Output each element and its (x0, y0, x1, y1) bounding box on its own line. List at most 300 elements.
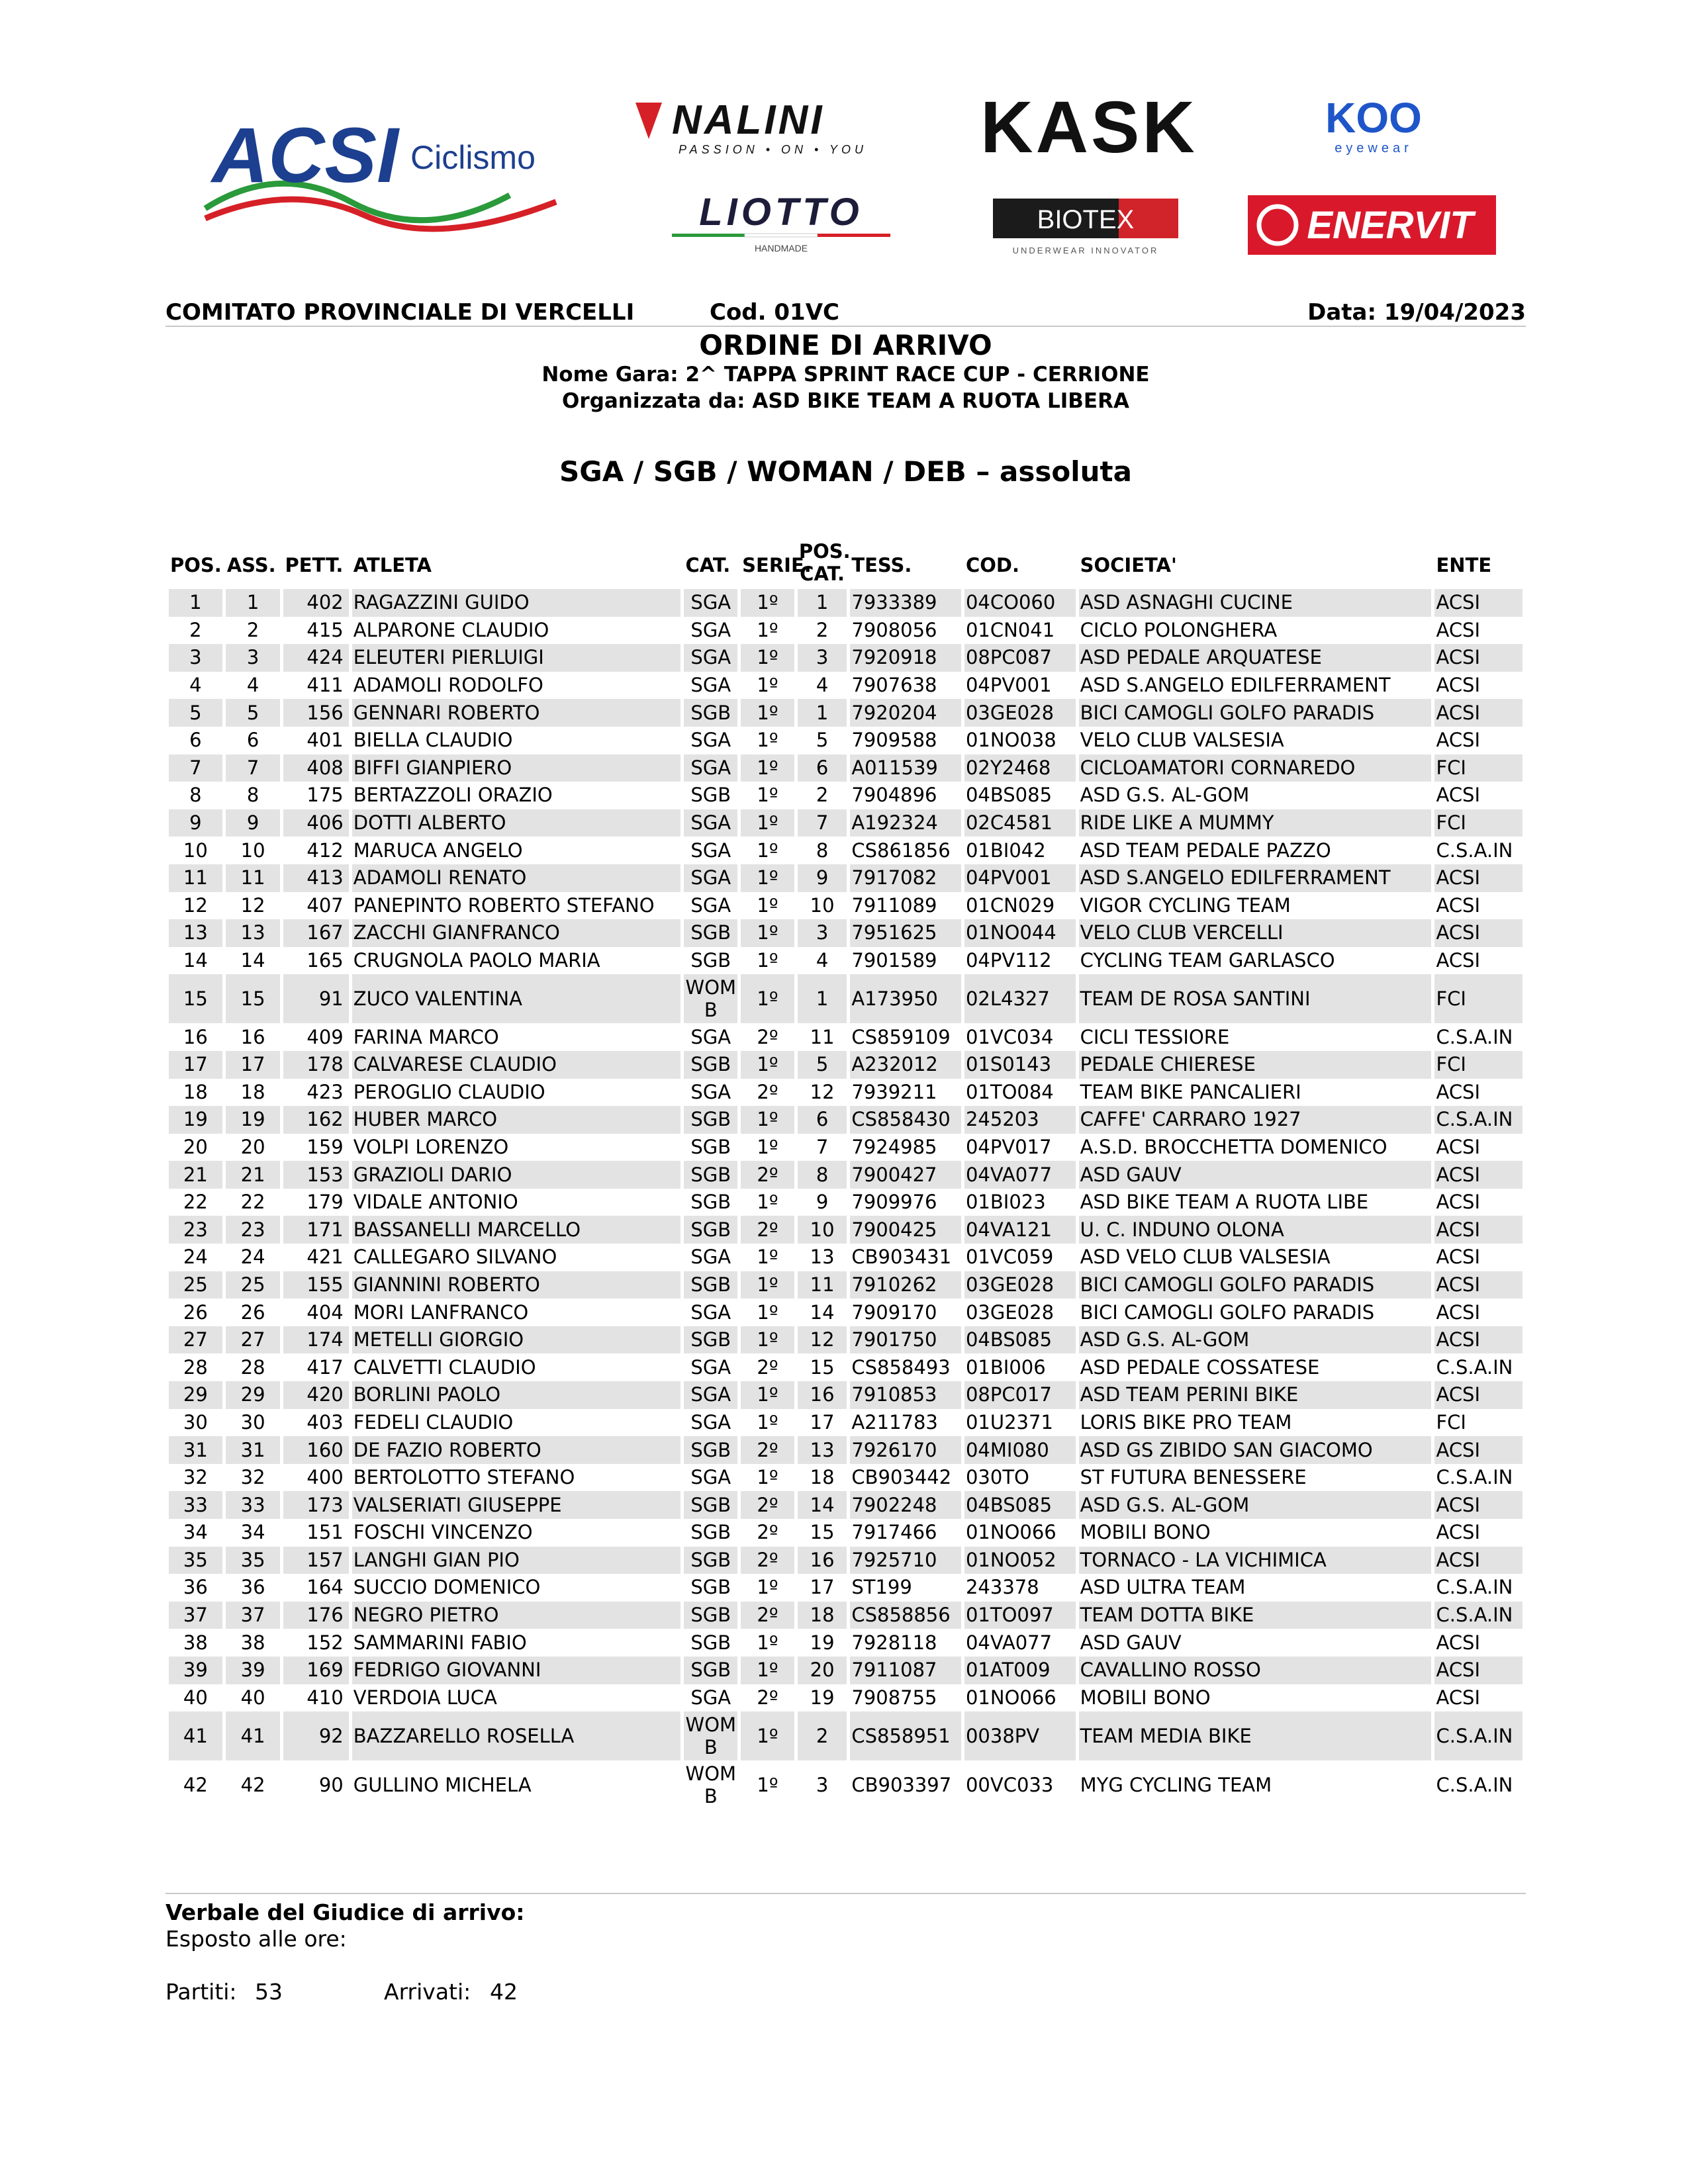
cell-pos: 20 (183, 1135, 208, 1158)
cell-atleta: VIDALE ANTONIO (353, 1191, 518, 1214)
cell-pos: 3 (169, 644, 222, 672)
cell-ass: 20 (240, 1135, 265, 1158)
cell-ass: 41 (226, 1711, 281, 1760)
cell-atleta: DE FAZIO ROBERTO (352, 1436, 681, 1464)
cell-serie: 2º (757, 1080, 778, 1103)
cell-pos: 14 (183, 949, 208, 972)
cell-cod: 01VC034 (965, 1025, 1054, 1048)
cell-serie: 1º (757, 839, 778, 862)
cell-tess: 7933389 (850, 589, 961, 617)
cell-societa: ASD GS ZIBIDO SAN GIACOMO (1079, 1436, 1432, 1464)
cell-pett: 165 (306, 949, 344, 972)
cell-pos-cat: 1 (798, 974, 847, 1023)
liotto-handmade-text: HANDMADE (754, 243, 808, 253)
cell-cat: SGB (684, 1216, 737, 1244)
cell-societa: LORIS BIKE PRO TEAM (1080, 1410, 1292, 1433)
cell-serie: 1º (741, 1326, 794, 1354)
cell-tess: 7902248 (850, 1491, 961, 1519)
verbale-label: Verbale del Giudice di arrivo: (165, 1899, 525, 1925)
cell-pett: 420 (283, 1381, 348, 1409)
cell-pos-cat: 4 (816, 949, 829, 972)
nalini-logo (632, 93, 930, 159)
cell-serie: 1º (757, 1466, 778, 1489)
cell-cod: 01NO052 (964, 1547, 1076, 1574)
cell-tess: 7904896 (851, 784, 937, 807)
cell-ente: ACSI (1436, 1191, 1481, 1214)
table-row (169, 1657, 1523, 1684)
cell-serie: 1º (741, 864, 794, 892)
table-row (169, 1409, 1523, 1437)
koo-eyewear-logo (1307, 93, 1440, 159)
cell-cod: 01NO066 (965, 1686, 1056, 1709)
cell-ente: FCI (1434, 754, 1523, 782)
cell-pett: 178 (283, 1051, 348, 1079)
cell-atleta: DOTTI ALBERTO (352, 809, 681, 837)
cell-ente: C.S.A.IN (1436, 1355, 1513, 1379)
cell-serie: 2º (741, 1491, 794, 1519)
cell-tess: 7920204 (850, 699, 961, 727)
cell-cat: SGB (684, 1436, 737, 1464)
cell-serie: 1º (757, 1135, 778, 1158)
table-row (169, 1519, 1523, 1547)
cell-pett: 174 (283, 1326, 348, 1354)
ciclismo-wordmark: Ciclismo (410, 139, 536, 176)
cell-tess: 7908755 (851, 1686, 937, 1709)
cell-tess: 7908056 (851, 618, 937, 641)
cell-tess: 7924985 (851, 1135, 937, 1158)
table-row (169, 1189, 1523, 1216)
cell-tess: A192324 (850, 809, 961, 837)
cell-serie: 2º (757, 1025, 778, 1048)
cell-atleta: BIFFI GIANPIERO (352, 754, 681, 782)
table-row (169, 1353, 1523, 1381)
cell-pett: 417 (306, 1355, 344, 1379)
cell-pett: 408 (283, 754, 348, 782)
cell-ente: C.S.A.IN (1434, 1602, 1523, 1629)
cell-pett: 424 (283, 644, 348, 672)
col-header-ente: ENTE (1436, 554, 1492, 576)
arrivati-value: 42 (490, 1979, 518, 2005)
cell-pett: 173 (283, 1491, 348, 1519)
cell-pos: 34 (183, 1521, 208, 1544)
cell-societa: U. C. INDUNO OLONA (1079, 1216, 1432, 1244)
cell-societa: TEAM DE ROSA SANTINI (1079, 974, 1432, 1023)
cell-pos: 12 (183, 893, 208, 917)
cell-tess: 7926170 (850, 1436, 961, 1464)
cell-societa: TORNACO - LA VICHIMICA (1079, 1547, 1432, 1574)
cell-atleta: FARINA MARCO (353, 1025, 499, 1048)
cell-pos-cat: 18 (798, 1602, 847, 1629)
partiti-value: 53 (255, 1979, 283, 2005)
cell-atleta: GENNARI ROBERTO (352, 699, 681, 727)
cell-societa: ASD VELO CLUB VALSESIA (1080, 1246, 1331, 1269)
cell-pos: 8 (189, 784, 202, 807)
cell-ass: 38 (240, 1631, 265, 1654)
cell-atleta: HUBER MARCO (352, 1106, 681, 1134)
cell-ass: 2 (246, 618, 259, 641)
cell-tess: A211783 (851, 1410, 938, 1433)
cell-pos-cat: 16 (798, 1381, 847, 1409)
cell-atleta: CALVETTI CLAUDIO (353, 1355, 536, 1379)
table-row (169, 809, 1523, 837)
cell-ass: 39 (226, 1657, 281, 1684)
liotto-green-stripe (672, 234, 745, 237)
cell-ente: ACSI (1436, 674, 1481, 697)
cell-cod: 01NO044 (964, 919, 1076, 947)
cell-ente: ACSI (1436, 949, 1481, 972)
cell-pos: 9 (169, 809, 222, 837)
cell-societa: BICI CAMOGLI GOLFO PARADIS (1079, 699, 1432, 727)
cell-ass: 34 (240, 1521, 265, 1544)
cell-cat: SGA (690, 1080, 731, 1103)
table-row (169, 974, 1523, 1023)
cell-ass: 10 (240, 839, 265, 862)
col-header-pos: POS. (170, 554, 222, 576)
cell-serie: 1º (741, 1106, 794, 1134)
cell-atleta: BIELLA CLAUDIO (353, 729, 513, 752)
cell-atleta: ADAMOLI RODOLFO (353, 674, 543, 697)
cell-atleta: BASSANELLI MARCELLO (352, 1216, 681, 1244)
cell-serie: 1º (741, 1711, 794, 1760)
cell-societa: CICLOAMATORI CORNAREDO (1079, 754, 1432, 782)
cell-ass: 11 (226, 864, 281, 892)
col-header-pett: PETT. (285, 554, 344, 576)
col-header-ass: ASS. (226, 554, 276, 576)
cell-atleta: VOLPI LORENZO (353, 1135, 509, 1158)
cell-ente: ACSI (1436, 1300, 1481, 1324)
cell-cat: WOM B (684, 974, 737, 1023)
cell-pos: 28 (183, 1355, 208, 1379)
cell-atleta: FEDELI CLAUDIO (353, 1410, 514, 1433)
cell-pos: 40 (183, 1686, 208, 1709)
cell-pos-cat: 2 (798, 1711, 847, 1760)
cell-ass: 23 (226, 1216, 281, 1244)
table-row (169, 1244, 1523, 1271)
cell-cat: SGA (690, 674, 731, 697)
cell-cod: 04VA121 (964, 1216, 1076, 1244)
cell-cat: SGB (690, 1521, 731, 1544)
cell-atleta: VALSERIATI GIUSEPPE (352, 1491, 681, 1519)
cell-serie: 1º (757, 729, 778, 752)
cell-pos-cat: 6 (798, 1106, 847, 1134)
cell-ente: ACSI (1434, 1657, 1523, 1684)
cell-cod: 01AT009 (964, 1657, 1076, 1684)
table-row (169, 1602, 1523, 1629)
table-row (169, 1161, 1523, 1189)
cell-atleta: FEDRIGO GIOVANNI (352, 1657, 681, 1684)
cell-cat: SGB (684, 1106, 737, 1134)
cell-ass: 19 (226, 1106, 281, 1134)
cell-pett: 423 (306, 1080, 344, 1103)
cell-pett: 156 (283, 699, 348, 727)
cell-ass: 36 (240, 1576, 265, 1599)
cell-societa: ST FUTURA BENESSERE (1080, 1466, 1307, 1489)
cell-pos-cat: 18 (810, 1466, 835, 1489)
cell-cod: 04VA077 (964, 1161, 1076, 1189)
cell-pos: 35 (169, 1547, 222, 1574)
cell-cod: 01CN041 (965, 618, 1055, 641)
cell-cat: SGB (684, 1271, 737, 1299)
cell-cat: SGA (690, 1300, 731, 1324)
cell-tess: CS858856 (850, 1602, 961, 1629)
cell-pett: 403 (306, 1410, 344, 1433)
cell-atleta: ALPARONE CLAUDIO (353, 618, 549, 641)
cell-ente: C.S.A.IN (1436, 839, 1513, 862)
cell-serie: 1º (757, 784, 778, 807)
cell-pett: 402 (283, 589, 348, 617)
cell-pos: 42 (183, 1773, 208, 1796)
cell-societa: ASD GAUV (1080, 1631, 1182, 1654)
table-row (169, 782, 1523, 809)
cell-ente: FCI (1434, 1051, 1523, 1079)
cell-societa: A.S.D. BROCCHETTA DOMENICO (1080, 1135, 1387, 1158)
race-name: Nome Gara: 2^ TAPPA SPRINT RACE CUP - CERRIONE (541, 363, 1150, 387)
cell-serie: 2º (757, 1355, 778, 1379)
cell-pos-cat: 6 (798, 754, 847, 782)
table-row (169, 699, 1523, 727)
cell-pos: 39 (169, 1657, 222, 1684)
cell-pett: 159 (306, 1135, 344, 1158)
cell-societa: CICLI TESSIORE (1080, 1025, 1230, 1048)
cell-tess: CB903442 (851, 1466, 952, 1489)
table-row (169, 837, 1523, 864)
cell-pett: 160 (283, 1436, 348, 1464)
cell-cat: SGA (690, 1686, 731, 1709)
cell-pett: 401 (306, 729, 344, 752)
cell-cod: 01TO084 (965, 1080, 1054, 1103)
cell-serie: 2º (741, 1216, 794, 1244)
cell-tess: 7901750 (850, 1326, 961, 1354)
cell-societa: TEAM DOTTA BIKE (1079, 1602, 1432, 1629)
cell-cod: 02C4581 (964, 809, 1076, 837)
cell-societa: ASD G.S. AL-GOM (1079, 1491, 1432, 1519)
col-header-serie: SERIE. (742, 554, 812, 576)
liotto-logo (652, 189, 910, 261)
cell-pett: 157 (283, 1547, 348, 1574)
cell-pos-cat: 17 (810, 1576, 835, 1599)
cell-ass: 29 (226, 1381, 281, 1409)
cell-pett: 415 (306, 618, 344, 641)
cell-pos: 16 (183, 1025, 208, 1048)
cell-ass: 27 (226, 1326, 281, 1354)
cell-cat: SGB (684, 1326, 737, 1354)
cell-ass: 31 (226, 1436, 281, 1464)
table-header-row (169, 529, 1523, 589)
cell-ente: ACSI (1436, 1631, 1481, 1654)
cell-cod: 01BI042 (965, 839, 1046, 862)
cell-pett: 152 (306, 1631, 344, 1654)
cell-serie: 1º (741, 644, 794, 672)
cell-ass: 32 (240, 1466, 265, 1489)
cell-pos: 29 (169, 1381, 222, 1409)
cell-ass: 24 (240, 1246, 265, 1269)
cell-ass: 26 (240, 1300, 265, 1324)
cell-pett: 400 (306, 1466, 344, 1489)
cell-pett: 155 (283, 1271, 348, 1299)
cell-pos: 15 (169, 974, 222, 1023)
cell-serie: 1º (757, 1773, 778, 1796)
cell-cod: 01BI006 (965, 1355, 1046, 1379)
cell-societa: ASD PEDALE ARQUATESE (1079, 644, 1432, 672)
cell-pos: 30 (183, 1410, 208, 1433)
cell-ente: ACSI (1434, 919, 1523, 947)
partiti-label: Partiti: (165, 1979, 237, 2005)
cell-pos: 26 (183, 1300, 208, 1324)
acsi-ciclismo-logo (199, 109, 569, 235)
table-row (169, 864, 1523, 892)
cell-pett: 162 (283, 1106, 348, 1134)
cell-cat: SGA (690, 1246, 731, 1269)
cell-ente: ACSI (1436, 1080, 1481, 1103)
table-row (169, 1134, 1523, 1161)
cell-ente: ACSI (1434, 1326, 1523, 1354)
cell-pos-cat: 17 (810, 1410, 835, 1433)
footer-divider (165, 1893, 1526, 1894)
cell-pett: 175 (306, 784, 344, 807)
table-row (169, 1464, 1523, 1492)
cell-serie: 1º (741, 1657, 794, 1684)
cell-societa: ASD G.S. AL-GOM (1079, 1326, 1432, 1354)
cell-pos-cat: 8 (816, 839, 829, 862)
cell-societa: RIDE LIKE A MUMMY (1079, 809, 1432, 837)
cell-ente: ACSI (1434, 864, 1523, 892)
cell-pett: 91 (283, 974, 348, 1023)
cell-cod: 01NO038 (965, 729, 1056, 752)
cell-pos: 10 (183, 839, 208, 862)
cell-pos-cat: 2 (816, 784, 829, 807)
cell-ente: ACSI (1436, 1686, 1481, 1709)
cell-tess: 7928118 (851, 1631, 937, 1654)
cell-ente: ACSI (1436, 1246, 1481, 1269)
cell-pos-cat: 8 (798, 1161, 847, 1189)
col-header-cat: CAT. (685, 554, 731, 576)
cell-pos: 23 (169, 1216, 222, 1244)
cell-societa: MOBILI BONO (1080, 1686, 1211, 1709)
cell-pos: 24 (183, 1246, 208, 1269)
race-organizer: Organizzata da: ASD BIKE TEAM A RUOTA LIBERA (562, 389, 1129, 413)
cell-societa: CICLO POLONGHERA (1080, 618, 1278, 641)
cell-ass: 3 (226, 644, 281, 672)
cell-pos: 6 (189, 729, 202, 752)
cell-tess: 7911089 (851, 893, 937, 917)
cell-pos: 1 (169, 589, 222, 617)
cell-ass: 40 (240, 1686, 265, 1709)
cell-societa: ASD S.ANGELO EDILFERRAMENT (1080, 674, 1391, 697)
cell-tess: 7920918 (850, 644, 961, 672)
cell-tess: 7917082 (850, 864, 961, 892)
cell-pett: 176 (283, 1602, 348, 1629)
cell-pos-cat: 10 (798, 1216, 847, 1244)
document-date: Data: 19/04/2023 (1307, 299, 1526, 326)
cell-ente: ACSI (1436, 1135, 1481, 1158)
arrivati-label: Arrivati: (384, 1979, 471, 2005)
cell-tess: CS861856 (851, 839, 951, 862)
cell-pos-cat: 4 (816, 674, 829, 697)
cell-cat: SGA (690, 1025, 731, 1048)
cell-cat: SGA (684, 809, 737, 837)
cell-cod: 04BS085 (965, 784, 1053, 807)
cell-pett: 409 (306, 1025, 344, 1048)
cell-pos: 27 (169, 1326, 222, 1354)
cell-cod: 01BI023 (965, 1191, 1046, 1214)
cell-tess: 7907638 (851, 674, 937, 697)
cell-ass: 37 (226, 1602, 281, 1629)
cell-ente: C.S.A.IN (1436, 1025, 1513, 1048)
category-title: SGA / SGB / WOMAN / DEB – assoluta (559, 455, 1132, 488)
cell-pos-cat: 1 (798, 589, 847, 617)
cell-pos-cat: 7 (816, 1135, 829, 1158)
cell-ass: 7 (226, 754, 281, 782)
cell-ass: 8 (246, 784, 259, 807)
cell-cod: 04PV001 (964, 864, 1076, 892)
cell-ass: 14 (240, 949, 265, 972)
table-row (169, 1547, 1523, 1574)
cell-ente: ACSI (1436, 784, 1481, 807)
cell-serie: 1º (757, 949, 778, 972)
cell-cod: 04PV112 (965, 949, 1052, 972)
table-row (169, 892, 1523, 920)
cell-pos-cat: 9 (798, 864, 847, 892)
cell-pos: 18 (183, 1080, 208, 1103)
cell-pett: 411 (306, 674, 344, 697)
cell-pos-cat: 15 (810, 1521, 835, 1544)
cell-societa: ASD BIKE TEAM A RUOTA LIBE (1080, 1191, 1369, 1214)
cell-pos-cat: 19 (810, 1686, 835, 1709)
cell-pos-cat: 14 (798, 1491, 847, 1519)
cell-tess: 7951625 (850, 919, 961, 947)
cell-societa: ASD GAUV (1079, 1161, 1432, 1189)
cell-atleta: FOSCHI VINCENZO (353, 1521, 533, 1544)
koo-wordmark: KOO (1325, 94, 1422, 142)
committee-code: Cod. 01VC (710, 299, 839, 326)
table-row (169, 617, 1523, 645)
table-row (169, 1491, 1523, 1519)
enervit-wordmark: ENERVIT (1307, 204, 1474, 247)
cell-serie: 1º (757, 1246, 778, 1269)
cell-pos: 21 (169, 1161, 222, 1189)
cell-cod: 03GE028 (965, 1300, 1055, 1324)
cell-pos-cat: 12 (810, 1080, 835, 1103)
cell-cod: 04CO060 (964, 589, 1076, 617)
cell-cat: SGA (684, 754, 737, 782)
cell-societa: CAVALLINO ROSSO (1079, 1657, 1432, 1684)
cell-ass: 6 (246, 729, 259, 752)
cell-pos: 2 (189, 618, 202, 641)
cell-tess: 7909170 (851, 1300, 937, 1324)
cell-ente: ACSI (1434, 1216, 1523, 1244)
enervit-logo (1248, 195, 1496, 255)
col-header-societa: SOCIETA' (1080, 554, 1177, 576)
cell-cat: SGB (684, 1547, 737, 1574)
cell-societa: ASD ULTRA TEAM (1080, 1576, 1246, 1599)
cell-ass: 1 (226, 589, 281, 617)
cell-serie: 1º (757, 1631, 778, 1654)
cell-serie: 2º (757, 1686, 778, 1709)
cell-atleta: MORI LANFRANCO (353, 1300, 529, 1324)
cell-cod: 030TO (965, 1466, 1029, 1489)
cell-ente: ACSI (1434, 644, 1523, 672)
cell-ass: 12 (240, 893, 265, 917)
cell-pos-cat: 10 (810, 893, 835, 917)
biotex-tagline: UNDERWEAR INNOVATOR (1012, 246, 1159, 255)
cell-ass: 4 (246, 674, 259, 697)
cell-cod: 04BS085 (964, 1491, 1076, 1519)
cell-pos: 5 (169, 699, 222, 727)
cell-serie: 1º (757, 893, 778, 917)
table-row (169, 1629, 1523, 1657)
koo-eyewear-text: eyewear (1335, 141, 1413, 156)
cell-atleta: ZACCHI GIANFRANCO (352, 919, 681, 947)
